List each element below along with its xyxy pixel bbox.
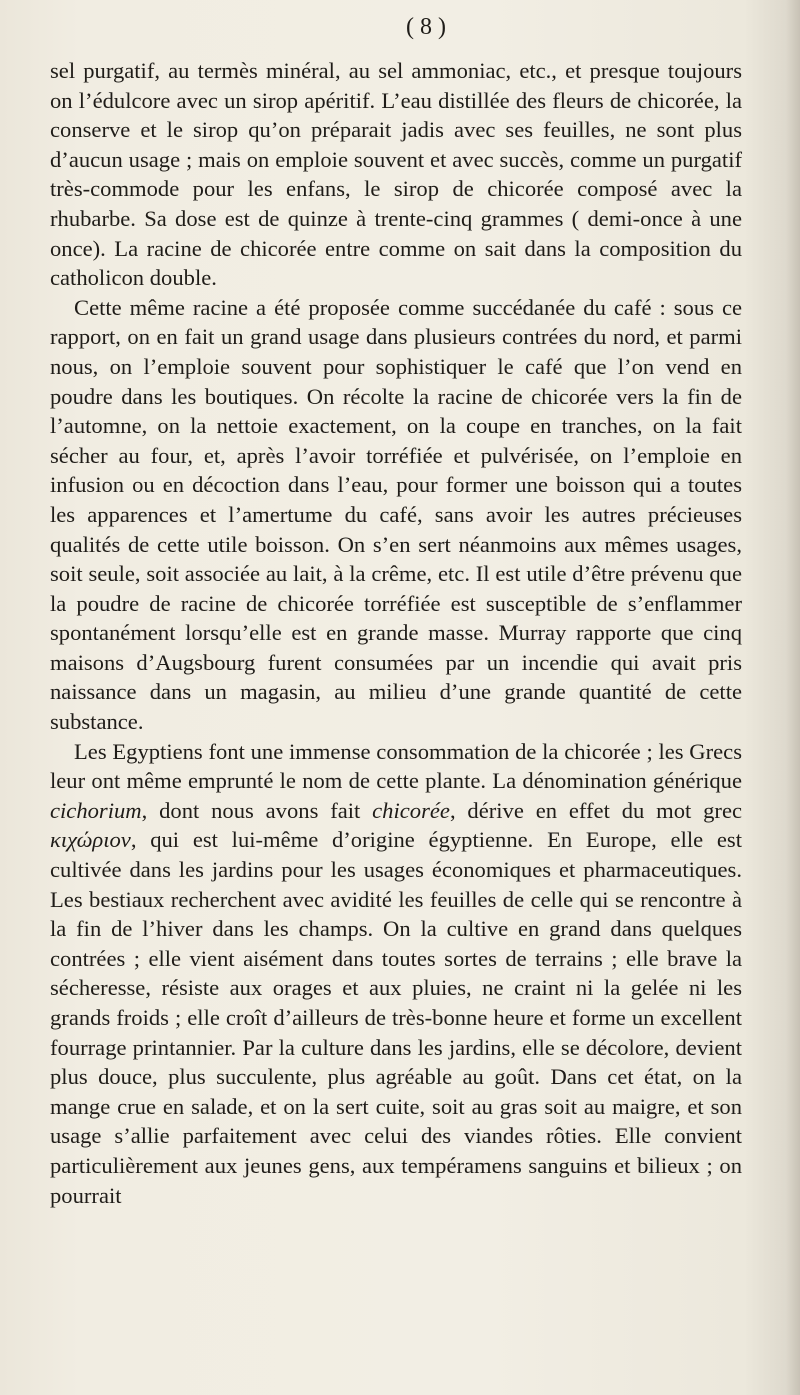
paragraph-3 <box>50 737 742 1211</box>
paragraph-1: sel purgatif, au termès minéral, au sel ammoniac, etc., et presque toujours on l’édulcore avec un sirop apéritif. L’eau distillée des fleurs de chicorée, la conserve et le sirop qu’on préparait jadis avec ses feuilles, ne sont plus d’aucun usage ; mais on emploie souvent et avec succès, comme un purgatif très-commode pour les enfans, le sirop de chicorée composé avec la rhubarbe. Sa dose est de quinze à trente-cinq grammes ( demi-once à une once). La racine de chicorée entre comme on sait dans la composition du catholicon double. <box>50 58 742 291</box>
paragraph-3-text-1: Les Egyptiens font une immense consommation de la chicorée ; les Grecs leur ont même emprunté le nom de cette plante. La dénomination générique <box>50 738 742 794</box>
page-number: ( 8 ) <box>406 14 446 40</box>
body-text <box>50 56 742 1210</box>
term-cichorium: cichorium <box>50 797 142 823</box>
term-chicoree: chicorée <box>372 797 450 823</box>
paragraph-3-text-4: , qui est lui-même d’origine égyptienne. En Europe, elle est cultivée dans les jardins pour les usages économiques et pharmaceutiques. Les bestiaux recherchent avec avidité les feuilles de celle qui se rencontre à la fin de l’hiver dans les champs. On la cultive en grand dans quelques contrées ; elle vient aisément dans toutes sortes de terrains ; elle brave la sécheresse, résiste aux orages et aux pluies, ne craint ni la gelée ni les grands froids ; elle croît d’ailleurs de très-bonne heure et forme un excellent fourrage printannier. Par la culture dans les jardins, elle se décolore, devient plus douce, plus succulente, plus agréable au goût. Dans cet état, on la mange crue en salade, et on la sert cuite, soit au gras soit au maigre, et son usage s’allie parfaitement avec celui des viandes rôties. Elle convient particulièrement aux jeunes gens, aux tempéramens sanguins et bilieux ; on pourrait <box>50 827 742 1208</box>
page-edge-shadow <box>786 0 800 1395</box>
paragraph-3-text-2: , dont nous avons fait <box>141 797 373 823</box>
paragraph-2: Cette même racine a été proposée comme succédanée du café : sous ce rapport, on en fait un grand usage dans plusieurs contrées du nord, et parmi nous, on l’emploie souvent pour sophistiquer le café que l’on vend en poudre dans les boutiques. On récolte la racine de chicorée vers la fin de l’automne, on la nettoie exactement, on la coupe en tranches, on la fait sécher au four, et, après l’avoir torréfiée et pulvérisée, on l’emploie en infusion ou en décoction dans l’eau, pour former une boisson qui a toutes les apparences et l’amertume du café, sans avoir les autres précieuses qualités de cette utile boisson. On s’en sert néanmoins aux mêmes usages, soit seule, soit associée au lait, à la crême, etc. Il est utile d’être prévenu que la poudre de racine de chicorée torréfiée est susceptible de s’enflammer spontanément lorsqu’elle est en grande masse. Murray rapporte que cinq maisons d’Augsbourg furent consumées par un incendie qui avait pris naissance dans un magasin, au milieu d’une grande quantité de cette substance. <box>50 294 742 735</box>
term-greek: κιχώριον <box>50 827 131 853</box>
paragraph-3-text-3: , dérive en effet du mot grec <box>449 797 742 823</box>
